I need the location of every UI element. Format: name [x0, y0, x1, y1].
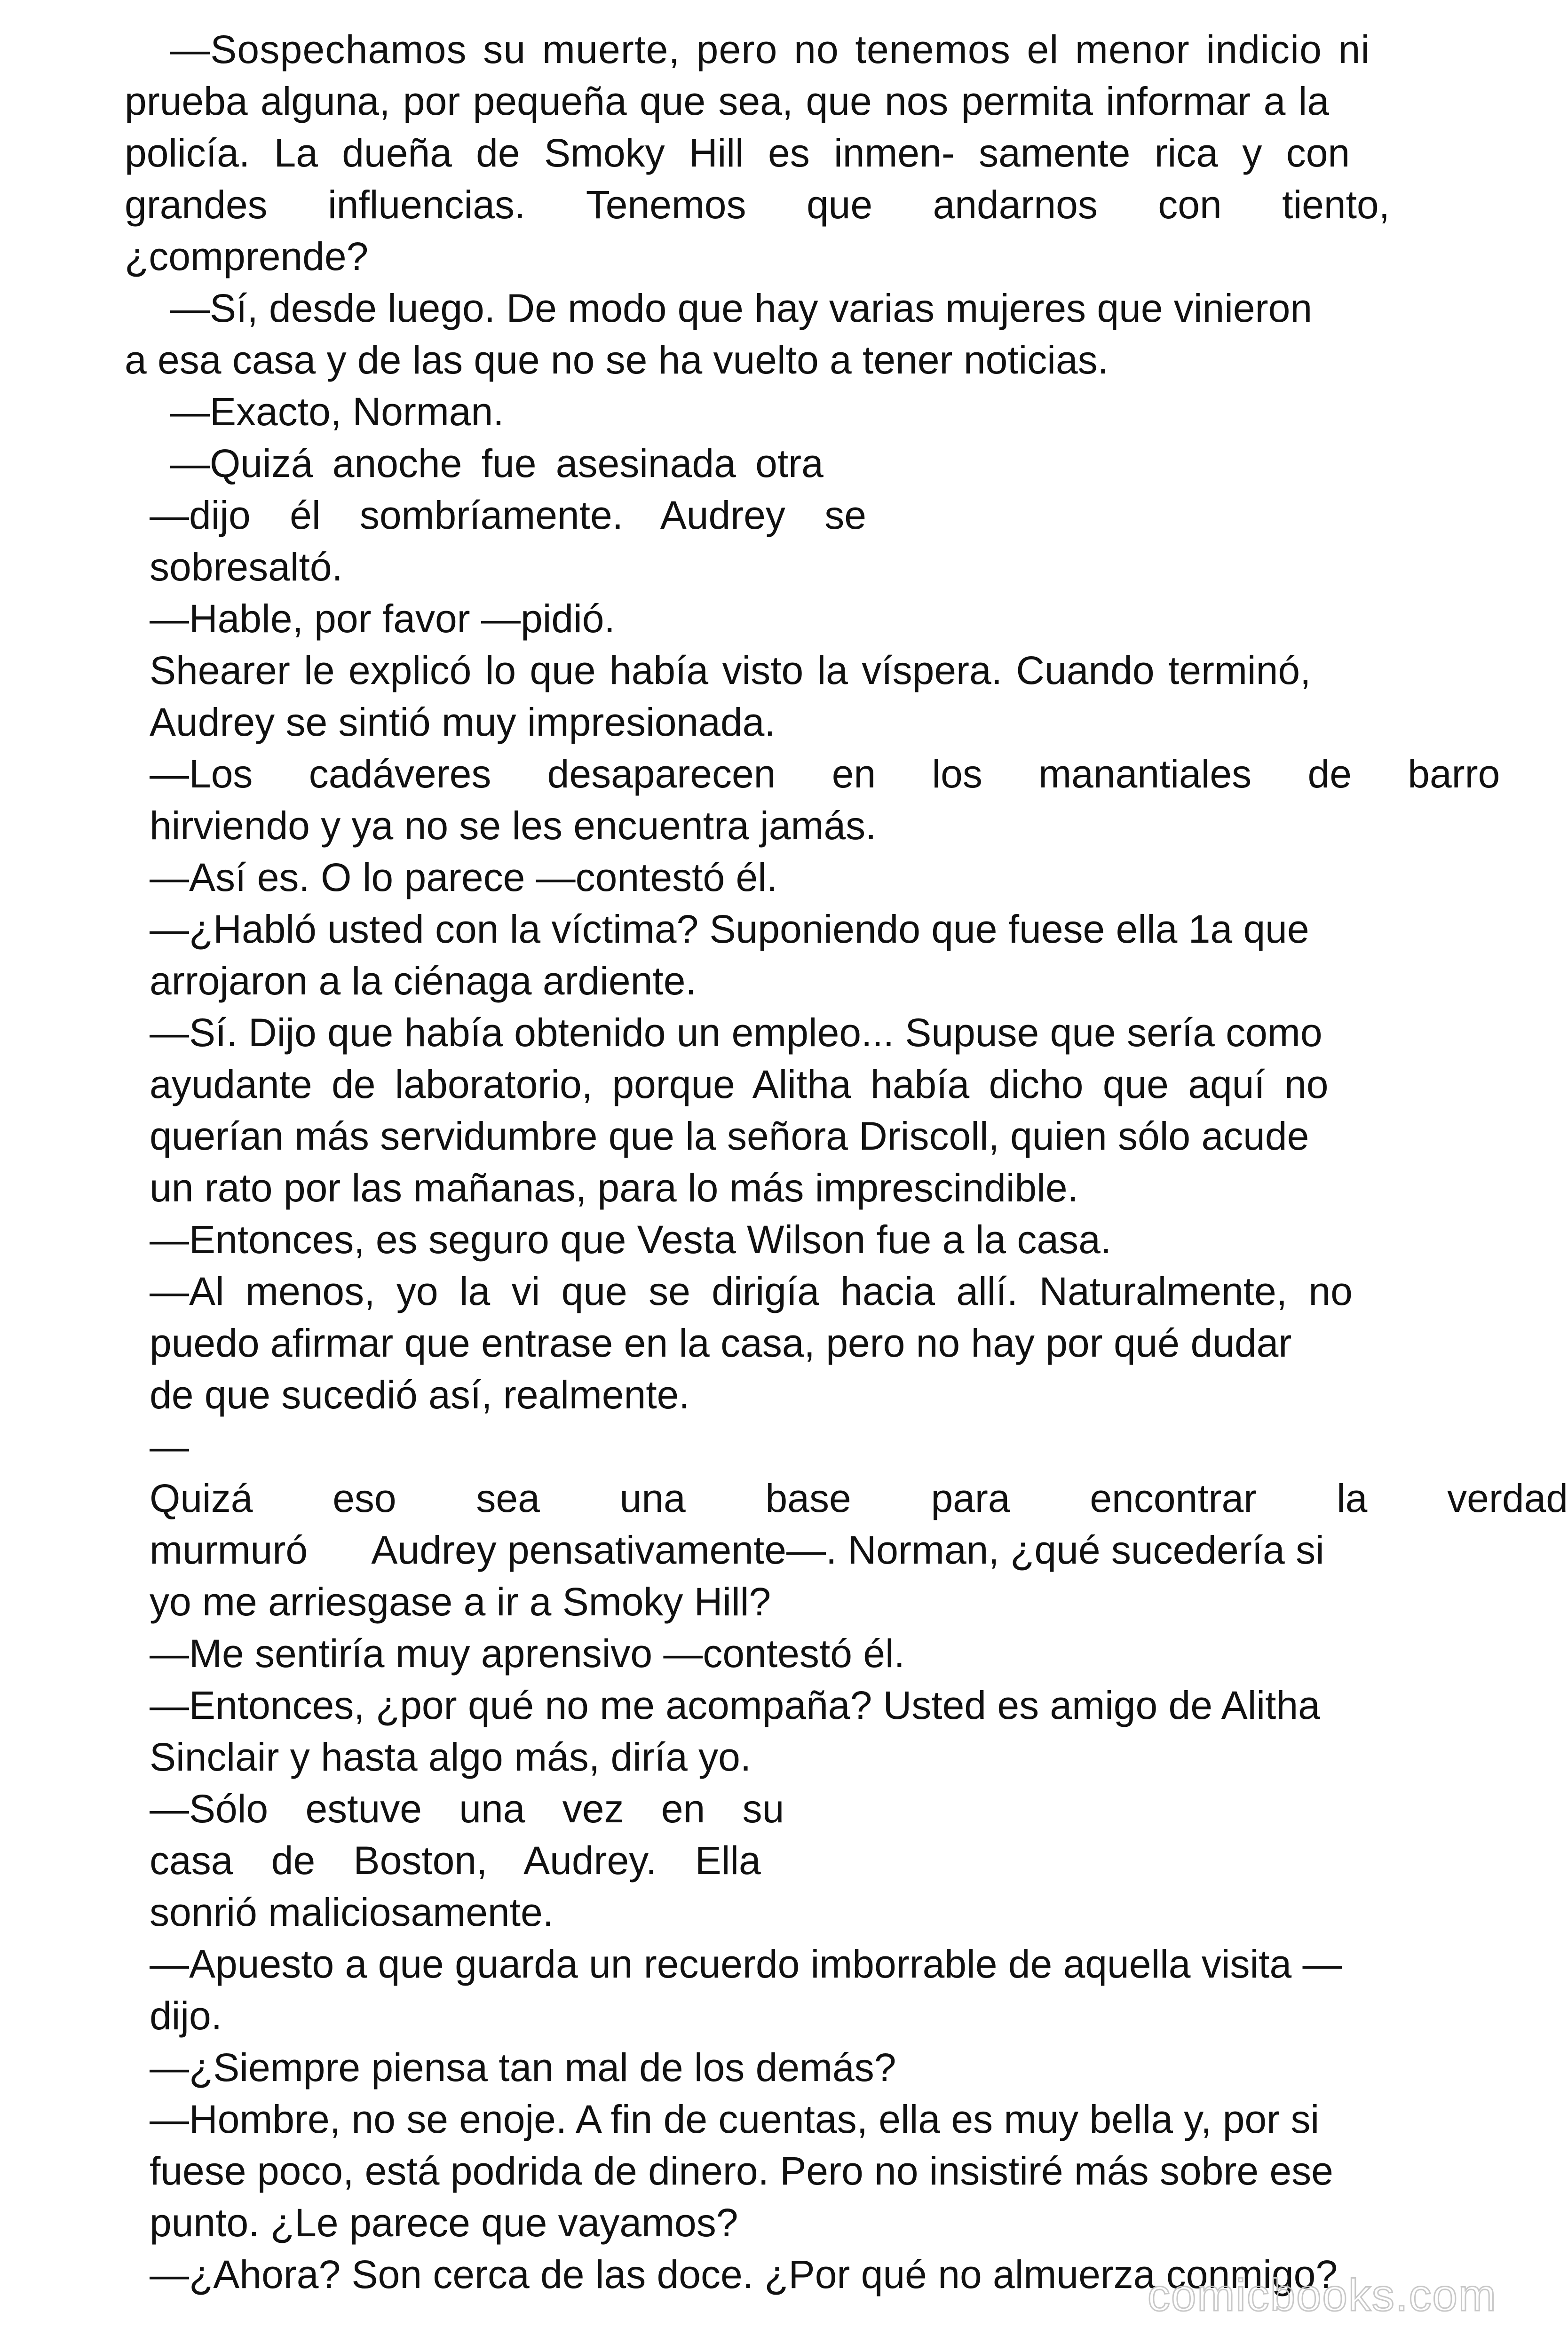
word: encontrar [1090, 1476, 1257, 1520]
text-line: hirviendo y ya no se les encuentra jamás. [150, 803, 877, 848]
word: verdad [1447, 1476, 1568, 1520]
text-line: —Los cadáveres desaparecen en los manantiales de barro [150, 752, 1500, 796]
text-line: —Entonces, es seguro que Vesta Wilson fue a la casa. [150, 1217, 1112, 1262]
text-line: puedo afirmar que entrase en la casa, pero no hay por qué dudar [150, 1321, 1292, 1365]
word: una [619, 1476, 686, 1520]
text-line: —Entonces, ¿por qué no me acompaña? Usted es amigo de Alitha [150, 1683, 1320, 1727]
text-line: sonrió maliciosamente. [150, 1890, 554, 1934]
text-line: fuese poco, está podrida de dinero. Pero no insistiré más sobre ese [150, 2149, 1333, 2193]
text-line: ¿comprende? [125, 234, 369, 278]
text-line: —Me sentiría muy aprensivo —contestó él. [150, 1631, 905, 1676]
word: tiento, [1282, 183, 1390, 227]
text-line: —¿Ahora? Son cerca de las doce. ¿Por qué no almuerza conmigo? [150, 2252, 1338, 2296]
text-line: punto. ¿Le parece que vayamos? [150, 2201, 738, 2245]
word: Tenemos [586, 183, 746, 227]
text-line: Audrey se sintió muy impresionada. [150, 700, 776, 744]
text-line: de que sucedió así, realmente. [150, 1373, 690, 1417]
word: Quizá [150, 1476, 253, 1520]
text-line: —¿Siempre piensa tan mal de los demás? [150, 2045, 896, 2090]
text-line: —Al menos, yo la vi que se dirigía hacia allí. Naturalmente, no [150, 1269, 1353, 1313]
text-line: — [150, 1424, 189, 1469]
text-line: un rato por las mañanas, para lo más imprescindible. [150, 1166, 1078, 1210]
text-line: —Apuesto a que guarda un recuerdo imborrable de aquella visita — [150, 1942, 1342, 1986]
text-line: sobresaltó. [150, 545, 343, 589]
text-line: policía. La dueña de Smoky Hill es inmen- samente rica y con [125, 131, 1350, 175]
text-line: arrojaron a la ciénaga ardiente. [150, 959, 697, 1003]
text-line: prueba alguna, por pequeña que sea, que nos permita informar a la [125, 79, 1330, 123]
text-line: —Sí, desde luego. De modo que hay varias mujeres que vinieron [170, 286, 1313, 330]
text-line: yo me arriesgase a ir a Smoky Hill? [150, 1580, 771, 1624]
text-line: —Hable, por favor —pidió. [150, 596, 615, 641]
text-line-content: —Sospechamos su muerte, pero no tenemos el menor indicio ni [170, 27, 1370, 72]
text-line: dijo. [150, 1994, 222, 2038]
text-line: casa de Boston, Audrey. Ella [150, 1838, 761, 1883]
text-line: Shearer le explicó lo que había visto la víspera. Cuando terminó, [150, 648, 1311, 692]
text-line: ayudante de laboratorio, porque Alitha había dicho que aquí no [150, 1062, 1329, 1106]
word: eso [333, 1476, 396, 1520]
word: base [765, 1476, 851, 1520]
text-line: querían más servidumbre que la señora Driscoll, quien sólo acude [150, 1114, 1309, 1158]
text-line: murmuró Audrey pensativamente—. Norman, ¿qué sucedería si [150, 1528, 1324, 1572]
text-line: —Hombre, no se enoje. A fin de cuentas, ella es muy bella y, por si [150, 2097, 1320, 2141]
text-line-justified [150, 1472, 1568, 1524]
text-line: —Exacto, Norman. [170, 389, 504, 434]
word: influencias. [328, 183, 526, 227]
text-line: —¿Habló usted con la víctima? Suponiendo que fuese ella 1a que [150, 907, 1309, 951]
text-line: —Así es. O lo parece —contestó él. [150, 855, 778, 899]
watermark-logo: comicbooks.com [1148, 2270, 1497, 2320]
word: que [806, 183, 873, 227]
text-line: —Quizá anoche fue asesinada otra [170, 441, 824, 485]
word: para [931, 1476, 1010, 1520]
text-line: —Sólo estuve una vez en su [150, 1787, 784, 1831]
text-line: —dijo él sombríamente. Audrey se [150, 493, 866, 537]
word: grandes [125, 183, 268, 227]
word: la [1336, 1476, 1368, 1520]
text-line [170, 24, 1440, 75]
text-line: —Sí. Dijo que había obtenido un empleo... Supuse que sería como [150, 1010, 1323, 1055]
word: con [1158, 183, 1222, 227]
word: sea [476, 1476, 540, 1520]
text-line: Sinclair y hasta algo más, diría yo. [150, 1735, 752, 1779]
text-line: a esa casa y de las que no se ha vuelto a tener noticias. [125, 338, 1109, 382]
word: andarnos [933, 183, 1098, 227]
text-line-justified [125, 179, 1390, 230]
